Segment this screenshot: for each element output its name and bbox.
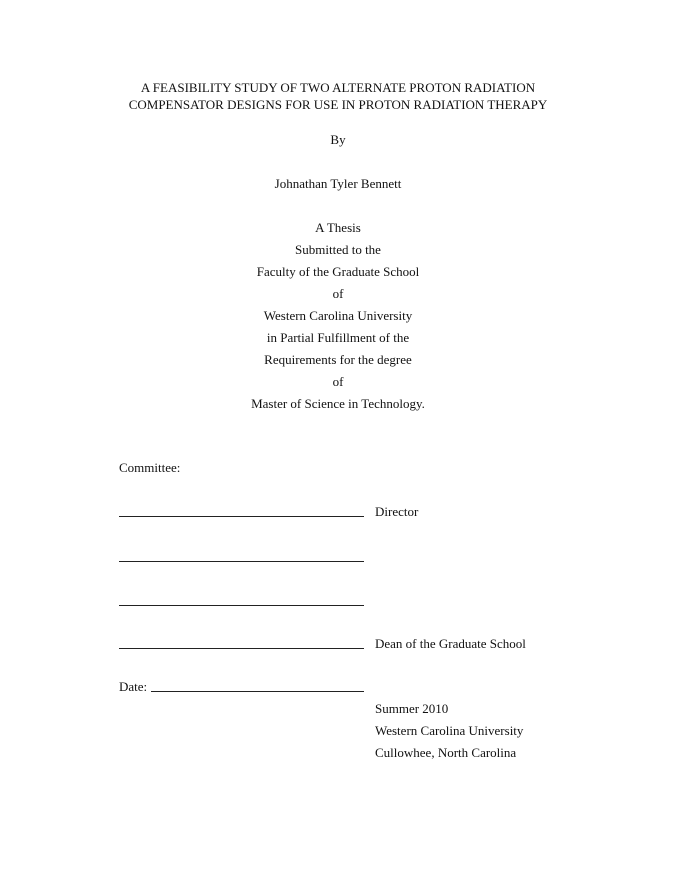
- committee-member-signature-line: [119, 605, 364, 606]
- thesis-title: [0, 79, 676, 113]
- thesis-statement-line: Western Carolina University: [263, 308, 413, 323]
- thesis-statement-line: Requirements for the degree: [264, 352, 412, 367]
- submission-university: Western Carolina University: [375, 723, 524, 738]
- date-label: Date:: [119, 679, 148, 694]
- director-signature-line: [119, 516, 364, 517]
- committee-member-signature-line: [119, 561, 364, 562]
- dean-signature-line: [119, 648, 364, 649]
- by-label: By: [330, 132, 346, 147]
- dean-role-label: Dean of the Graduate School: [375, 636, 526, 651]
- director-role-label: Director: [375, 504, 419, 519]
- submission-info: [375, 701, 523, 767]
- thesis-title-line-1: A FEASIBILITY STUDY OF TWO ALTERNATE PROTON RADIATION: [140, 80, 536, 95]
- submission-location: Cullowhee, North Carolina: [375, 745, 517, 760]
- thesis-statement-line: of: [332, 286, 344, 301]
- thesis-statement: [0, 220, 676, 418]
- thesis-statement-line: in Partial Fulfillment of the: [266, 330, 410, 345]
- committee-label: Committee:: [119, 460, 181, 475]
- thesis-statement-line: A Thesis: [315, 220, 361, 235]
- author-name: Johnathan Tyler Bennett: [274, 176, 402, 191]
- thesis-statement-line: of: [332, 374, 344, 389]
- thesis-title-line-2: COMPENSATOR DESIGNS FOR USE IN PROTON RADIATION THERAPY: [128, 97, 548, 112]
- thesis-statement-line: Master of Science in Technology.: [251, 396, 425, 411]
- thesis-statement-line: Faculty of the Graduate School: [256, 264, 420, 279]
- submission-term: Summer 2010: [375, 701, 449, 716]
- thesis-statement-line: Submitted to the: [295, 242, 381, 257]
- date-signature-line: [151, 691, 364, 692]
